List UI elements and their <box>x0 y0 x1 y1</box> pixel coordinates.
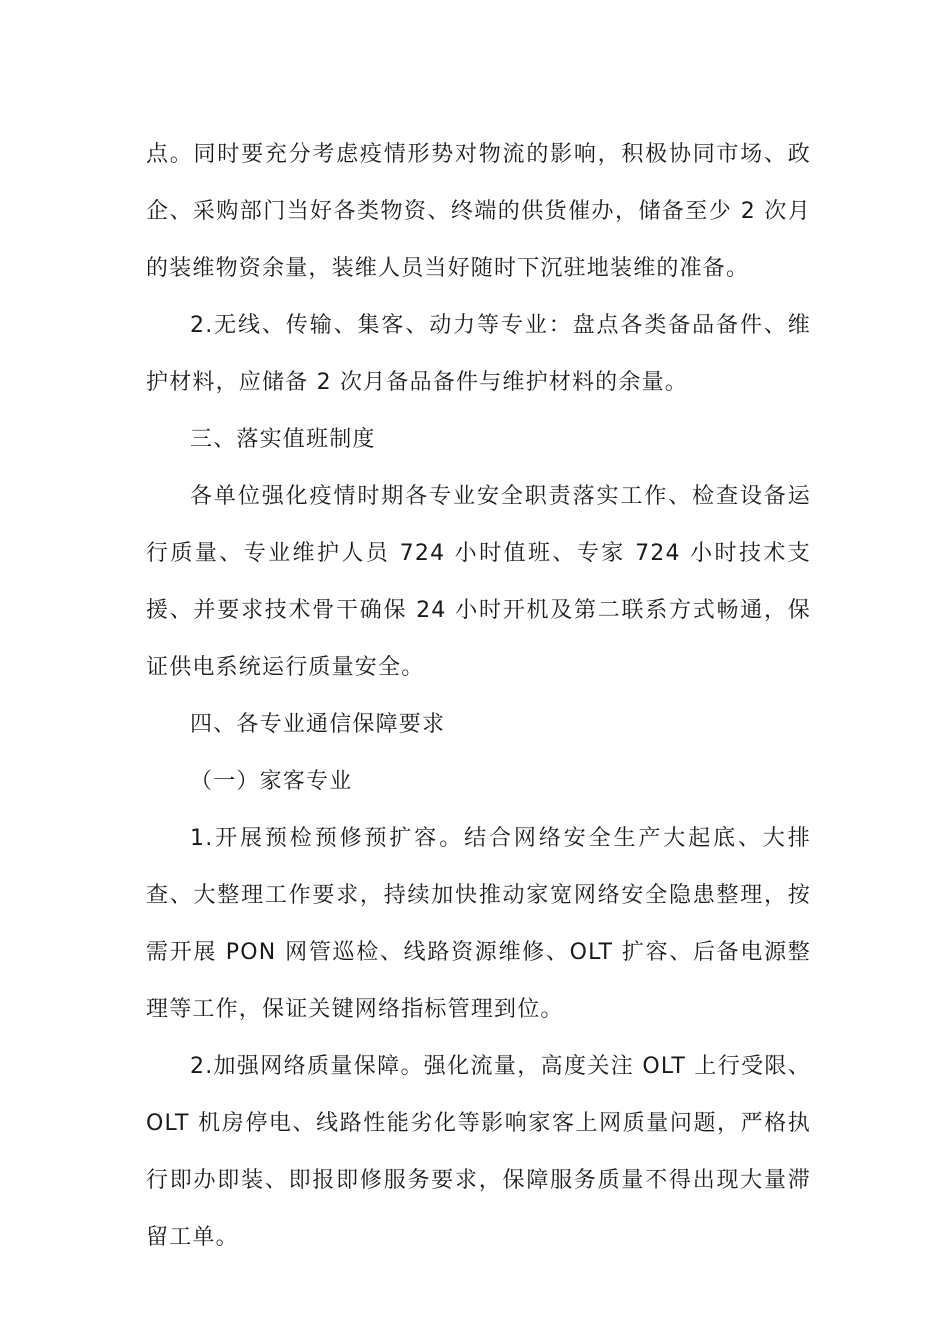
paragraph-item-1: 1.开展预检预修预扩容。结合网络安全生产大起底、大排查、大整理工作要求，持续加快推动家宽网络安全隐患整理，按需开展 PON 网管巡检、线路资源维修、OLT 扩容、后备电源整理等工作，保证关键网络指标管理到位。 <box>146 826 811 1022</box>
paragraph-item-2-quality: 2.加强网络质量保障。强化流量，高度关注 OLT 上行受限、OLT 机房停电、线路性能劣化等影响家客上网质量问题，严格执行即办即装、即报即修服务要求，保障服务质量不得出现大量滞留工单。 <box>146 1054 811 1250</box>
section-heading-4: 四、各专业通信保障要求 <box>190 712 446 737</box>
paragraph-duty-system: 各单位强化疫情时期各专业安全职责落实工作、检查设备运行质量、专业维护人员 724 小时值班、专家 724 小时技术支援、并要求技术骨干确保 24 小时开机及第二联系方式畅通，保证供电系统运行质量安全。 <box>146 484 811 680</box>
paragraph-continuation: 点。同时要充分考虑疫情形势对物流的影响，积极协同市场、政企、采购部门当好各类物资、终端的供货催办，储备至少 2 次月的装维物资余量，装维人员当好随时下沉驻地装维的准备。 <box>146 142 811 281</box>
subsection-heading-1: （一）家客专业 <box>190 769 353 794</box>
document-body <box>146 126 811 1266</box>
paragraph-item-2: 2.无线、传输、集客、动力等专业：盘点各类备品备件、维护材料，应储备 2 次月备品备件与维护材料的余量。 <box>146 313 811 395</box>
section-heading-3: 三、落实值班制度 <box>190 427 376 452</box>
